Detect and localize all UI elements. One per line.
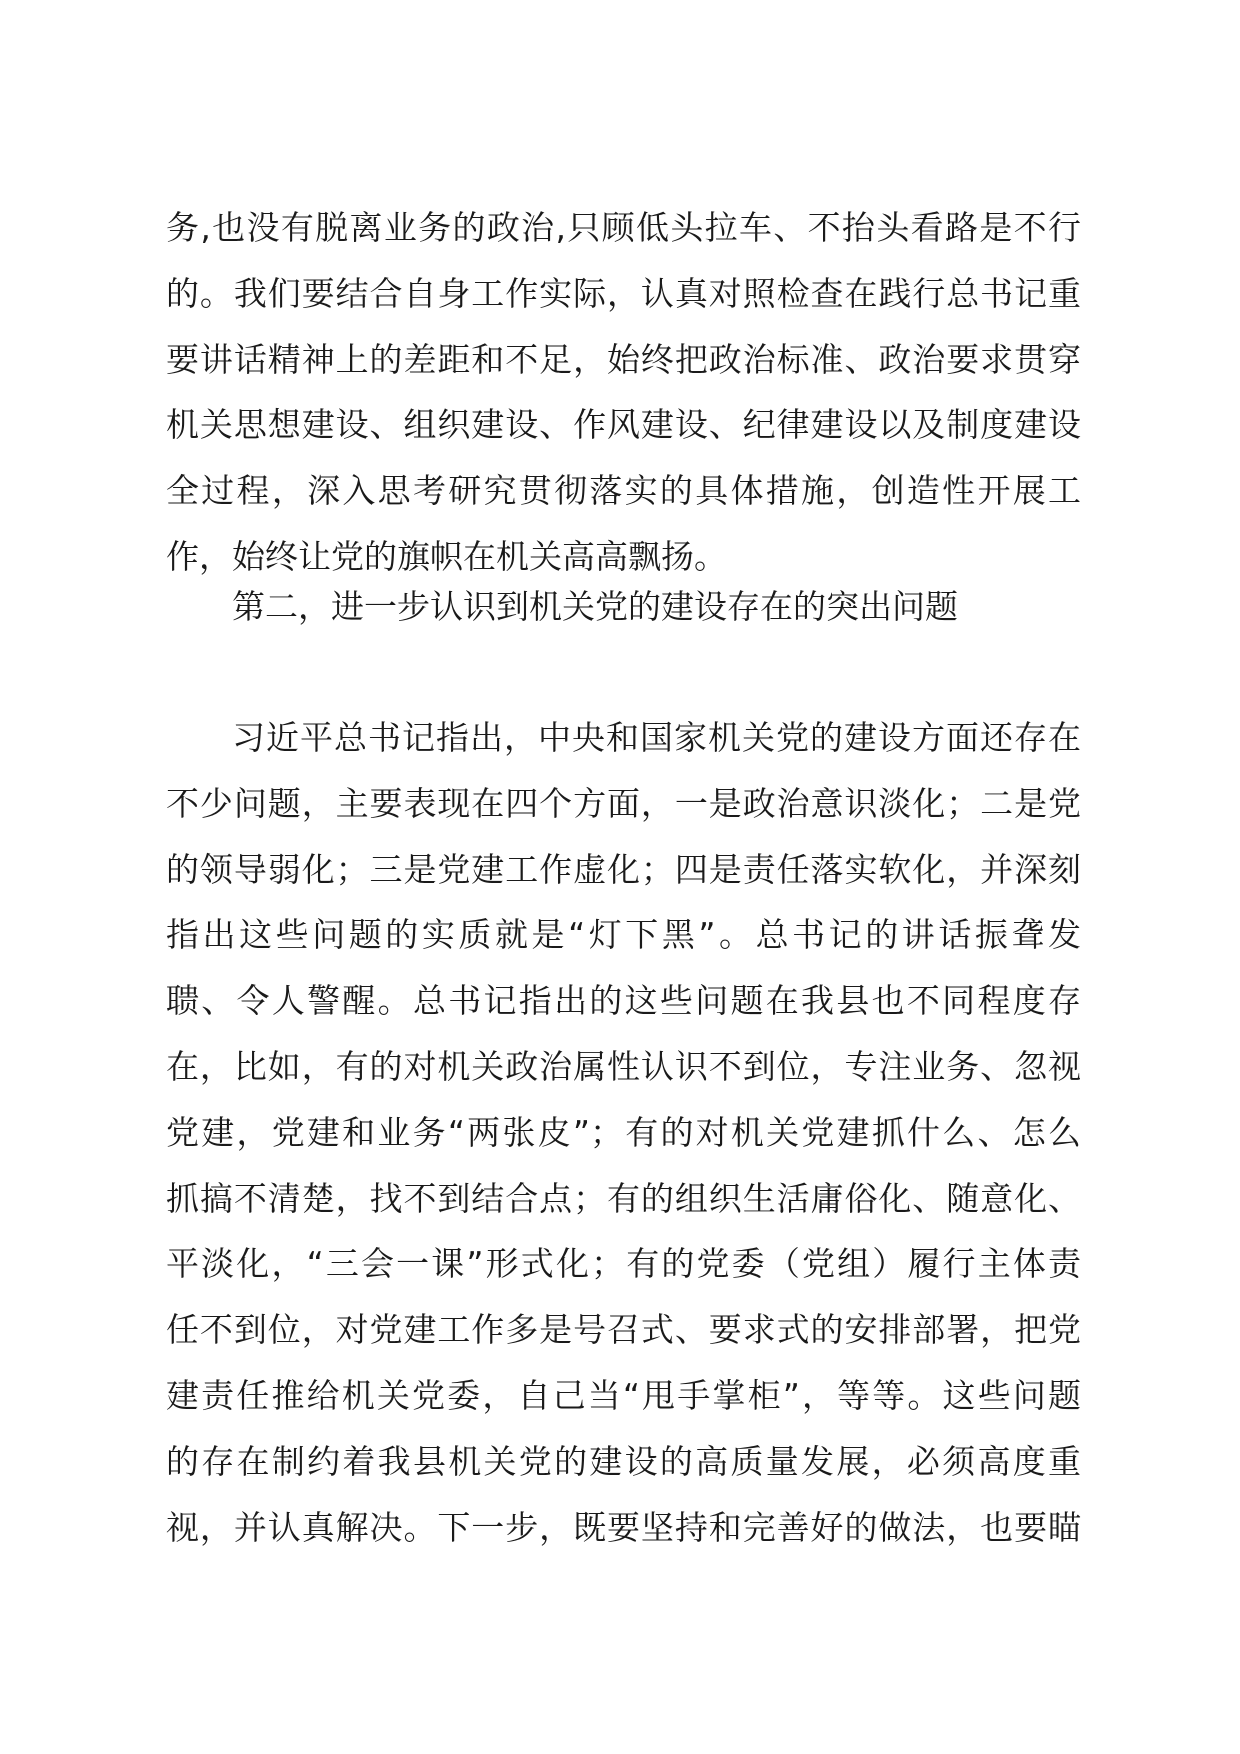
paragraph-2-line: 聩、令人警醒。总书记指出的这些问题在我县也不同程度存 — [166, 981, 1081, 1021]
paragraph-2-line: 指出这些问题的实质就是“灯下黑”。总书记的讲话振聋发 — [166, 915, 1081, 955]
paragraph-1-line: 机关思想建设、组织建设、作风建设、纪律建设以及制度建设 — [166, 405, 1081, 445]
paragraph-2-line: 在，比如，有的对机关政治属性认识不到位，专注业务、忽视 — [166, 1046, 1081, 1086]
paragraph-2-line: 的存在制约着我县机关党的建设的高质量发展，必须高度重 — [166, 1441, 1081, 1481]
paragraph-2-line: 抓搞不清楚，找不到结合点；有的组织生活庸俗化、随意化、 — [166, 1178, 1081, 1218]
paragraph-1-line: 务,也没有脱离业务的政治,只顾低头拉车、不抬头看路是不行 — [166, 208, 1081, 247]
paragraph-2-line: 习近平总书记指出，中央和国家机关党的建设方面还存在 — [232, 718, 1081, 757]
section-heading — [166, 574, 1081, 640]
paragraph-2-line: 不少问题，主要表现在四个方面，一是政治意识淡化；二是党 — [166, 783, 1081, 823]
section-heading-text: 第二，进一步认识到机关党的建设存在的突出问题 — [232, 587, 958, 626]
paragraph-2-line: 平淡化，“三会一课”形式化；有的党委（党组）履行主体责 — [166, 1244, 1081, 1284]
paragraph-1-line: 作，始终让党的旗帜在机关高高飘扬。 — [166, 536, 727, 576]
paragraph-2-line: 任不到位，对党建工作多是号召式、要求式的安排部署，把党 — [166, 1310, 1081, 1350]
paragraph-1-line: 全过程，深入思考研究贯彻落实的具体措施，创造性开展工 — [166, 471, 1081, 511]
paragraph-2-line: 视，并认真解决。下一步，既要坚持和完善好的做法，也要瞄 — [166, 1507, 1081, 1547]
paragraph-1-line: 的。我们要结合自身工作实际，认真对照检查在践行总书记重 — [166, 273, 1081, 313]
paragraph-1-line: 要讲话精神上的差距和不足，始终把政治标准、政治要求贯穿 — [166, 339, 1081, 379]
paragraph-2-line: 的领导弱化；三是党建工作虚化；四是责任落实软化，并深刻 — [166, 849, 1081, 889]
paragraph-2 — [166, 705, 1081, 1560]
paragraph-1 — [166, 195, 1081, 590]
paragraph-2-line: 党建，党建和业务“两张皮”；有的对机关党建抓什么、怎么 — [166, 1112, 1081, 1152]
paragraph-2-line: 建责任推给机关党委，自己当“甩手掌柜”，等等。这些问题 — [166, 1375, 1081, 1415]
